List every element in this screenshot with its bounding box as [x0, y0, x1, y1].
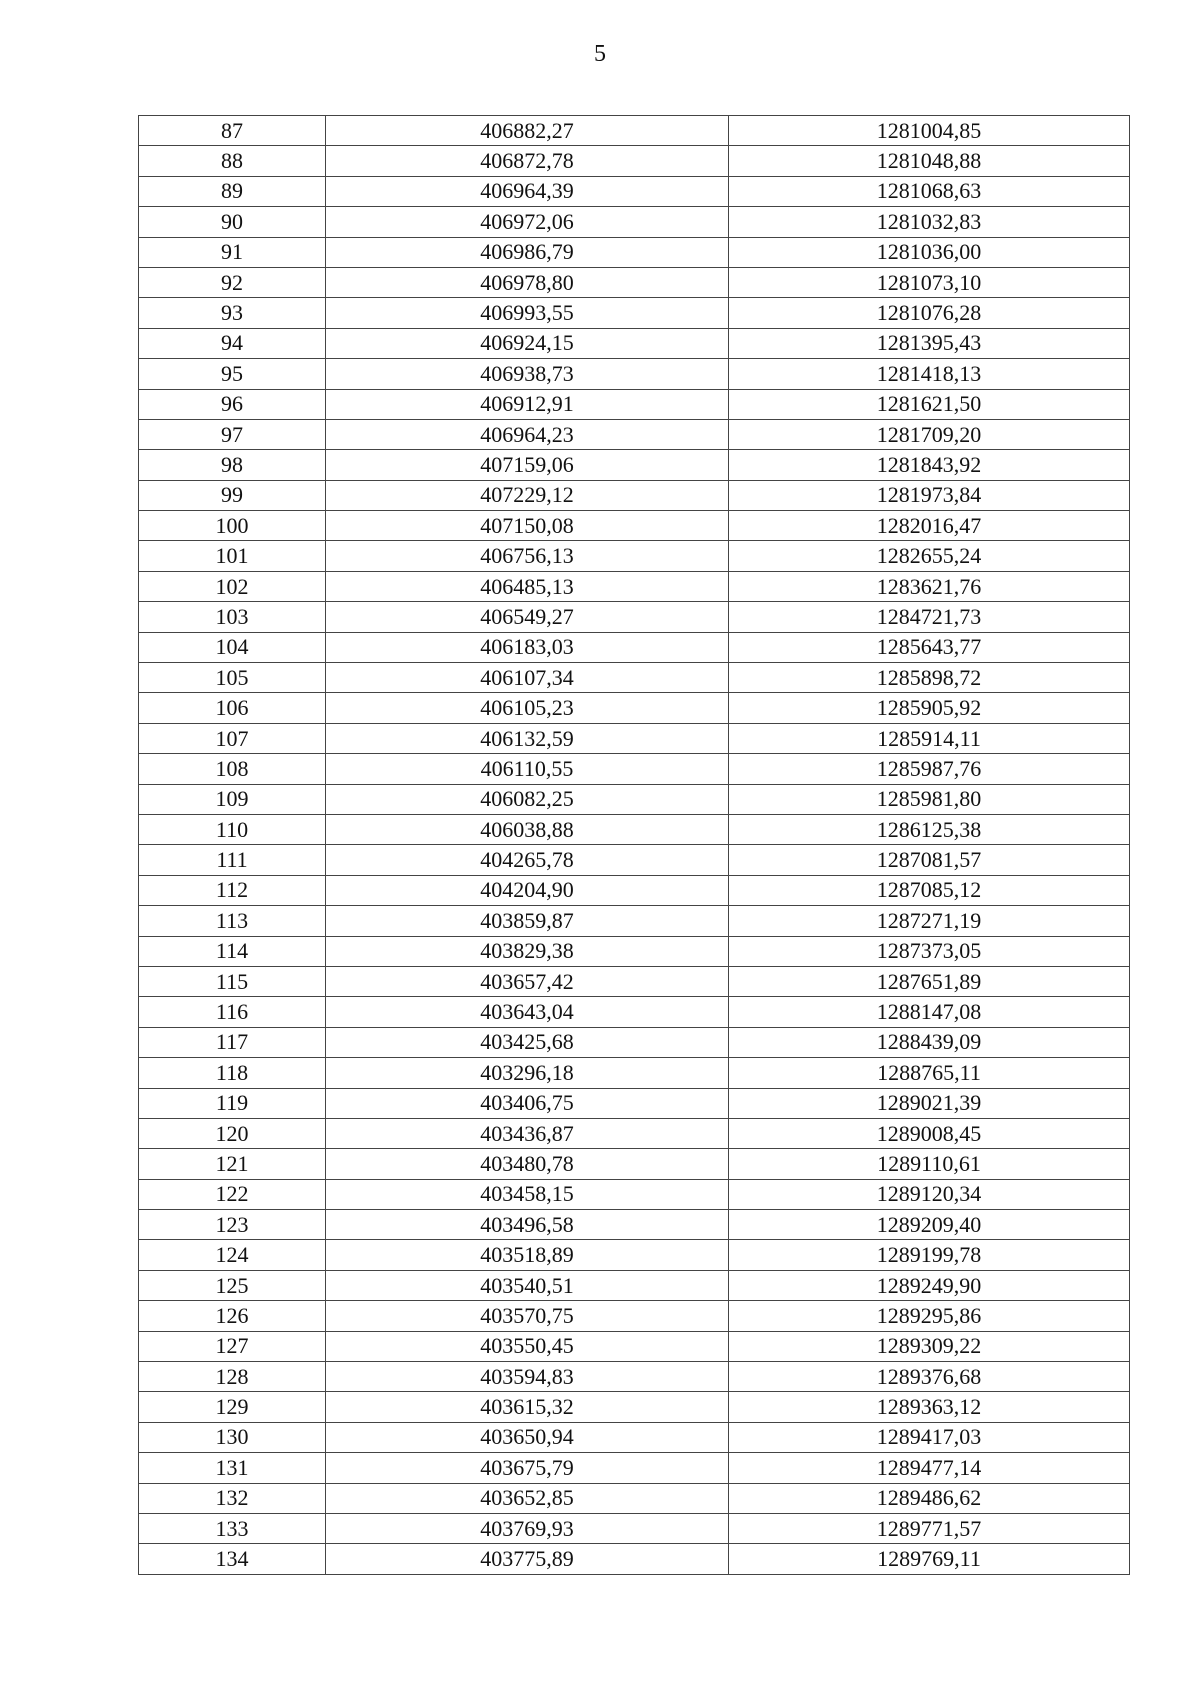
y-coordinate-cell: 1281004,85	[729, 116, 1130, 146]
y-coordinate-cell: 1281032,83	[729, 207, 1130, 237]
page-number: 5	[594, 41, 606, 67]
table-row	[139, 1027, 1130, 1057]
x-coordinate-cell: 403652,85	[326, 1483, 729, 1513]
table-row	[139, 997, 1130, 1027]
x-coordinate-cell: 406485,13	[326, 571, 729, 601]
x-coordinate-cell: 406082,25	[326, 784, 729, 814]
point-number-cell: 117	[139, 1027, 326, 1057]
y-coordinate-cell: 1289021,39	[729, 1088, 1130, 1118]
y-coordinate-cell: 1281973,84	[729, 480, 1130, 510]
x-coordinate-cell: 404204,90	[326, 875, 729, 905]
x-coordinate-cell: 403769,93	[326, 1513, 729, 1543]
table-row	[139, 875, 1130, 905]
point-number-cell: 93	[139, 298, 326, 328]
table-row	[139, 480, 1130, 510]
y-coordinate-cell: 1289486,62	[729, 1483, 1130, 1513]
y-coordinate-cell: 1289417,03	[729, 1422, 1130, 1452]
point-number-cell: 110	[139, 814, 326, 844]
y-coordinate-cell: 1285987,76	[729, 754, 1130, 784]
point-number-cell: 87	[139, 116, 326, 146]
point-number-cell: 96	[139, 389, 326, 419]
point-number-cell: 127	[139, 1331, 326, 1361]
y-coordinate-cell: 1283621,76	[729, 571, 1130, 601]
point-number-cell: 124	[139, 1240, 326, 1270]
table-row	[139, 176, 1130, 206]
point-number-cell: 114	[139, 936, 326, 966]
y-coordinate-cell: 1284721,73	[729, 602, 1130, 632]
point-number-cell: 100	[139, 511, 326, 541]
table-row	[139, 1483, 1130, 1513]
x-coordinate-cell: 406107,34	[326, 663, 729, 693]
table-row	[139, 389, 1130, 419]
x-coordinate-cell: 403570,75	[326, 1301, 729, 1331]
point-number-cell: 109	[139, 784, 326, 814]
x-coordinate-cell: 406972,06	[326, 207, 729, 237]
x-coordinate-cell: 403775,89	[326, 1544, 729, 1574]
table-row	[139, 784, 1130, 814]
y-coordinate-cell: 1289110,61	[729, 1149, 1130, 1179]
y-coordinate-cell: 1285898,72	[729, 663, 1130, 693]
table-row	[139, 1301, 1130, 1331]
y-coordinate-cell: 1287081,57	[729, 845, 1130, 875]
y-coordinate-cell: 1281843,92	[729, 450, 1130, 480]
y-coordinate-cell: 1285905,92	[729, 693, 1130, 723]
point-number-cell: 98	[139, 450, 326, 480]
x-coordinate-cell: 406964,39	[326, 176, 729, 206]
table-row	[139, 693, 1130, 723]
y-coordinate-cell: 1289769,11	[729, 1544, 1130, 1574]
x-coordinate-cell: 406549,27	[326, 602, 729, 632]
y-coordinate-cell: 1288147,08	[729, 997, 1130, 1027]
point-number-cell: 88	[139, 146, 326, 176]
x-coordinate-cell: 403594,83	[326, 1362, 729, 1392]
y-coordinate-cell: 1289008,45	[729, 1118, 1130, 1148]
x-coordinate-cell: 403296,18	[326, 1058, 729, 1088]
table-row	[139, 602, 1130, 632]
table-row	[139, 1058, 1130, 1088]
y-coordinate-cell: 1287373,05	[729, 936, 1130, 966]
table-row	[139, 1453, 1130, 1483]
x-coordinate-cell: 403436,87	[326, 1118, 729, 1148]
table-row	[139, 1088, 1130, 1118]
y-coordinate-cell: 1289477,14	[729, 1453, 1130, 1483]
table-row	[139, 298, 1130, 328]
table-row	[139, 328, 1130, 358]
point-number-cell: 92	[139, 267, 326, 297]
point-number-cell: 107	[139, 723, 326, 753]
table-row	[139, 966, 1130, 996]
y-coordinate-cell: 1289309,22	[729, 1331, 1130, 1361]
point-number-cell: 121	[139, 1149, 326, 1179]
point-number-cell: 133	[139, 1513, 326, 1543]
table-row	[139, 419, 1130, 449]
point-number-cell: 122	[139, 1179, 326, 1209]
point-number-cell: 106	[139, 693, 326, 723]
point-number-cell: 134	[139, 1544, 326, 1574]
x-coordinate-cell: 406110,55	[326, 754, 729, 784]
x-coordinate-cell: 407159,06	[326, 450, 729, 480]
point-number-cell: 119	[139, 1088, 326, 1118]
x-coordinate-cell: 406938,73	[326, 359, 729, 389]
x-coordinate-cell: 406038,88	[326, 814, 729, 844]
point-number-cell: 111	[139, 845, 326, 875]
y-coordinate-cell: 1289209,40	[729, 1210, 1130, 1240]
table-row	[139, 1422, 1130, 1452]
point-number-cell: 94	[139, 328, 326, 358]
x-coordinate-cell: 403829,38	[326, 936, 729, 966]
y-coordinate-cell: 1281395,43	[729, 328, 1130, 358]
x-coordinate-cell: 403650,94	[326, 1422, 729, 1452]
table-row	[139, 845, 1130, 875]
point-number-cell: 103	[139, 602, 326, 632]
y-coordinate-cell: 1289363,12	[729, 1392, 1130, 1422]
point-number-cell: 123	[139, 1210, 326, 1240]
y-coordinate-cell: 1285914,11	[729, 723, 1130, 753]
x-coordinate-cell: 406183,03	[326, 632, 729, 662]
point-number-cell: 91	[139, 237, 326, 267]
table-row	[139, 814, 1130, 844]
x-coordinate-cell: 406105,23	[326, 693, 729, 723]
table-row	[139, 511, 1130, 541]
x-coordinate-cell: 406912,91	[326, 389, 729, 419]
point-number-cell: 129	[139, 1392, 326, 1422]
y-coordinate-cell: 1287085,12	[729, 875, 1130, 905]
x-coordinate-cell: 406978,80	[326, 267, 729, 297]
point-number-cell: 125	[139, 1270, 326, 1300]
y-coordinate-cell: 1288439,09	[729, 1027, 1130, 1057]
point-number-cell: 97	[139, 419, 326, 449]
table-row	[139, 663, 1130, 693]
x-coordinate-cell: 406882,27	[326, 116, 729, 146]
y-coordinate-cell: 1289295,86	[729, 1301, 1130, 1331]
table-row	[139, 571, 1130, 601]
x-coordinate-cell: 403643,04	[326, 997, 729, 1027]
x-coordinate-cell: 406964,23	[326, 419, 729, 449]
x-coordinate-cell: 403480,78	[326, 1149, 729, 1179]
point-number-cell: 89	[139, 176, 326, 206]
table-row	[139, 906, 1130, 936]
table-row	[139, 936, 1130, 966]
y-coordinate-cell: 1285981,80	[729, 784, 1130, 814]
x-coordinate-cell: 403859,87	[326, 906, 729, 936]
table-row	[139, 754, 1130, 784]
x-coordinate-cell: 406986,79	[326, 237, 729, 267]
table-row	[139, 207, 1130, 237]
point-number-cell: 116	[139, 997, 326, 1027]
x-coordinate-cell: 406872,78	[326, 146, 729, 176]
x-coordinate-cell: 406924,15	[326, 328, 729, 358]
x-coordinate-cell: 406132,59	[326, 723, 729, 753]
table-row	[139, 1331, 1130, 1361]
table-row	[139, 450, 1130, 480]
x-coordinate-cell: 406756,13	[326, 541, 729, 571]
x-coordinate-cell: 403518,89	[326, 1240, 729, 1270]
point-number-cell: 112	[139, 875, 326, 905]
y-coordinate-cell: 1281036,00	[729, 237, 1130, 267]
y-coordinate-cell: 1287271,19	[729, 906, 1130, 936]
y-coordinate-cell: 1281709,20	[729, 419, 1130, 449]
x-coordinate-cell: 406993,55	[326, 298, 729, 328]
point-number-cell: 105	[139, 663, 326, 693]
point-number-cell: 102	[139, 571, 326, 601]
y-coordinate-cell: 1281068,63	[729, 176, 1130, 206]
y-coordinate-cell: 1282016,47	[729, 511, 1130, 541]
x-coordinate-cell: 403675,79	[326, 1453, 729, 1483]
x-coordinate-cell: 403657,42	[326, 966, 729, 996]
x-coordinate-cell: 403406,75	[326, 1088, 729, 1118]
x-coordinate-cell: 403540,51	[326, 1270, 729, 1300]
point-number-cell: 128	[139, 1362, 326, 1392]
point-number-cell: 90	[139, 207, 326, 237]
y-coordinate-cell: 1282655,24	[729, 541, 1130, 571]
y-coordinate-cell: 1281621,50	[729, 389, 1130, 419]
table-row	[139, 1544, 1130, 1574]
y-coordinate-cell: 1288765,11	[729, 1058, 1130, 1088]
x-coordinate-cell: 403496,58	[326, 1210, 729, 1240]
x-coordinate-cell: 403550,45	[326, 1331, 729, 1361]
table-row	[139, 1118, 1130, 1148]
table-row	[139, 1210, 1130, 1240]
table-row	[139, 146, 1130, 176]
point-number-cell: 108	[139, 754, 326, 784]
y-coordinate-cell: 1287651,89	[729, 966, 1130, 996]
coordinates-table-body	[139, 116, 1130, 1575]
point-number-cell: 126	[139, 1301, 326, 1331]
point-number-cell: 120	[139, 1118, 326, 1148]
table-row	[139, 237, 1130, 267]
x-coordinate-cell: 403615,32	[326, 1392, 729, 1422]
point-number-cell: 95	[139, 359, 326, 389]
x-coordinate-cell: 404265,78	[326, 845, 729, 875]
coordinates-table	[138, 115, 1130, 1575]
point-number-cell: 104	[139, 632, 326, 662]
y-coordinate-cell: 1286125,38	[729, 814, 1130, 844]
table-row	[139, 1513, 1130, 1543]
y-coordinate-cell: 1281418,13	[729, 359, 1130, 389]
table-row	[139, 1149, 1130, 1179]
table-row	[139, 1270, 1130, 1300]
y-coordinate-cell: 1289199,78	[729, 1240, 1130, 1270]
table-row	[139, 1179, 1130, 1209]
table-row	[139, 723, 1130, 753]
table-row	[139, 541, 1130, 571]
y-coordinate-cell: 1281048,88	[729, 146, 1130, 176]
point-number-cell: 118	[139, 1058, 326, 1088]
point-number-cell: 130	[139, 1422, 326, 1452]
table-row	[139, 632, 1130, 662]
point-number-cell: 113	[139, 906, 326, 936]
point-number-cell: 99	[139, 480, 326, 510]
table-row	[139, 1240, 1130, 1270]
point-number-cell: 115	[139, 966, 326, 996]
y-coordinate-cell: 1281073,10	[729, 267, 1130, 297]
table-row	[139, 267, 1130, 297]
x-coordinate-cell: 403425,68	[326, 1027, 729, 1057]
x-coordinate-cell: 407150,08	[326, 511, 729, 541]
y-coordinate-cell: 1281076,28	[729, 298, 1130, 328]
x-coordinate-cell: 403458,15	[326, 1179, 729, 1209]
y-coordinate-cell: 1289376,68	[729, 1362, 1130, 1392]
y-coordinate-cell: 1285643,77	[729, 632, 1130, 662]
table-row	[139, 1362, 1130, 1392]
point-number-cell: 131	[139, 1453, 326, 1483]
point-number-cell: 101	[139, 541, 326, 571]
y-coordinate-cell: 1289120,34	[729, 1179, 1130, 1209]
y-coordinate-cell: 1289249,90	[729, 1270, 1130, 1300]
x-coordinate-cell: 407229,12	[326, 480, 729, 510]
table-row	[139, 1392, 1130, 1422]
table-row	[139, 359, 1130, 389]
point-number-cell: 132	[139, 1483, 326, 1513]
y-coordinate-cell: 1289771,57	[729, 1513, 1130, 1543]
table-row	[139, 116, 1130, 146]
